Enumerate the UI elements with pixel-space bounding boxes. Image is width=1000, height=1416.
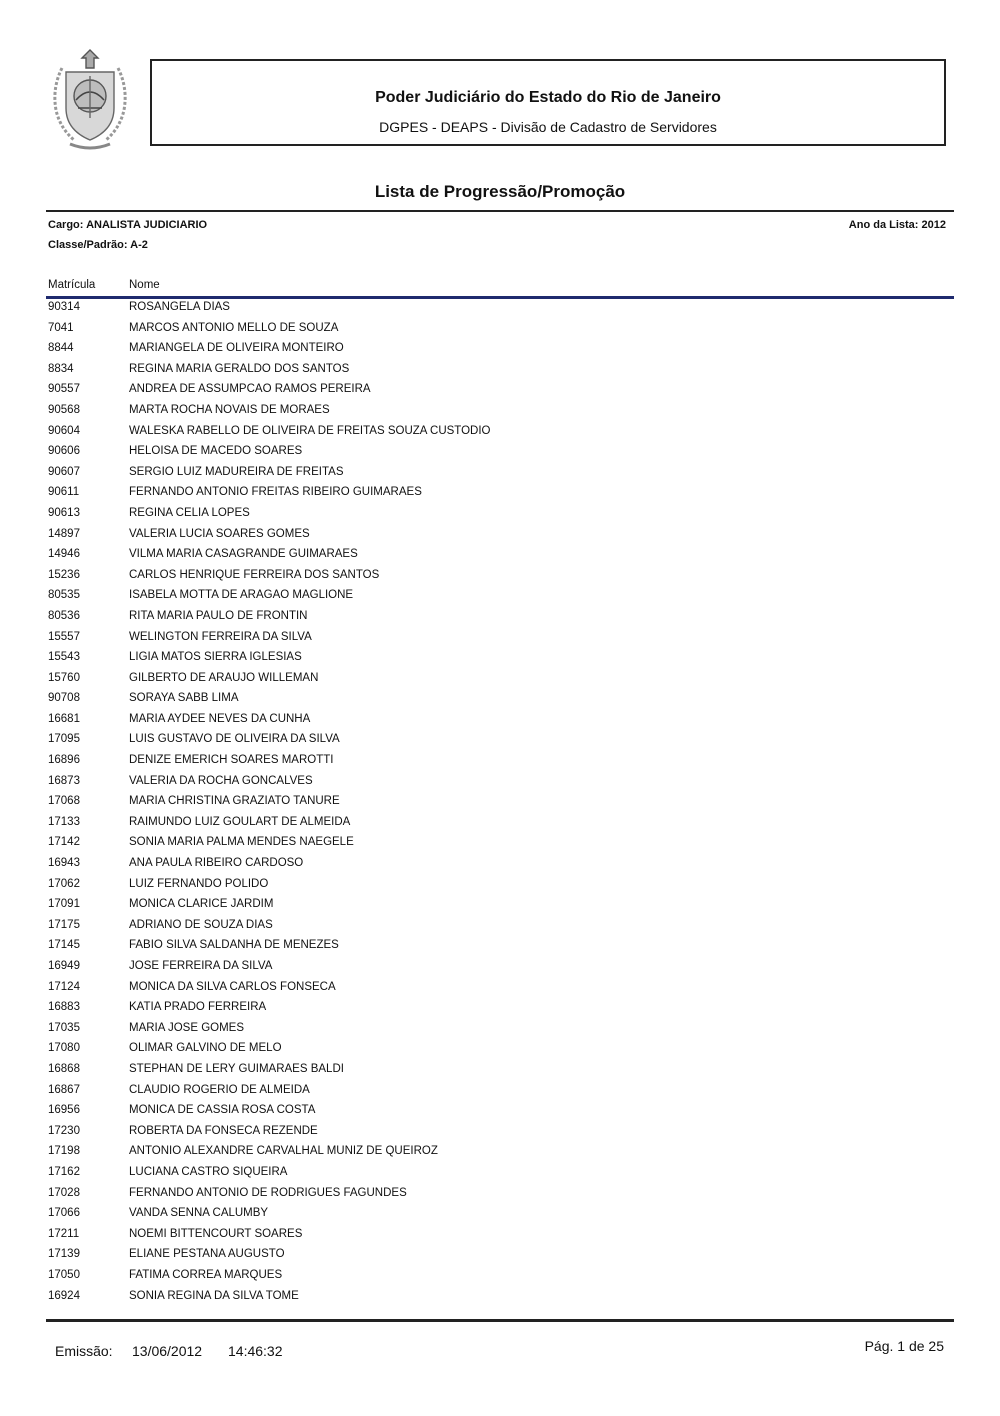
- nome-cell: ADRIANO DE SOUZA DIAS: [129, 918, 273, 931]
- classe-label: Classe/Padrão: A-2: [48, 239, 148, 251]
- nome-cell: LUIS GUSTAVO DE OLIVEIRA DA SILVA: [129, 733, 340, 746]
- nome-cell: SERGIO LUIZ MADUREIRA DE FREITAS: [129, 465, 344, 478]
- nome-cell: MONICA DE CASSIA ROSA COSTA: [129, 1104, 316, 1117]
- matricula-cell: 90708: [48, 692, 80, 705]
- matricula-cell: 17095: [48, 733, 80, 746]
- nome-cell: REGINA CELIA LOPES: [129, 506, 250, 519]
- table-row: [0, 485, 1000, 506]
- nome-cell: MARIA CHRISTINA GRAZIATO TANURE: [129, 795, 340, 808]
- nome-cell: CLAUDIO ROGERIO DE ALMEIDA: [129, 1083, 310, 1096]
- table-row: [0, 1062, 1000, 1083]
- title-divider: [46, 210, 954, 212]
- header-divider: [46, 296, 954, 299]
- matricula-cell: 8844: [48, 342, 74, 355]
- department-name: DGPES - DEAPS - Divisão de Cadastro de Servidores: [379, 119, 717, 135]
- nome-cell: OLIMAR GALVINO DE MELO: [129, 1042, 282, 1055]
- matricula-cell: 17050: [48, 1268, 80, 1281]
- table-row: [0, 959, 1000, 980]
- nome-cell: JOSE FERREIRA DA SILVA: [129, 960, 273, 972]
- nome-cell: DENIZE EMERICH SOARES MAROTTI: [129, 754, 334, 767]
- table-row: [0, 1186, 1000, 1207]
- column-header-nome: Nome: [129, 279, 160, 291]
- nome-cell: RAIMUNDO LUIZ GOULART DE ALMEIDA: [129, 815, 351, 828]
- nome-cell: VANDA SENNA CALUMBY: [129, 1207, 269, 1220]
- nome-cell: HELOISA DE MACEDO SOARES: [129, 445, 303, 458]
- table-row: [0, 1227, 1000, 1248]
- table-row: [0, 341, 1000, 362]
- nome-cell: ISABELA MOTTA DE ARAGAO MAGLIONE: [129, 589, 354, 602]
- table-row: [0, 938, 1000, 959]
- nome-cell: FABIO SILVA SALDANHA DE MENEZES: [129, 939, 339, 952]
- table-row: [0, 671, 1000, 692]
- matricula-cell: 16896: [48, 754, 80, 767]
- matricula-cell: 16873: [48, 774, 80, 787]
- matricula-cell: 17211: [48, 1227, 80, 1240]
- table-row: [0, 877, 1000, 898]
- table-row: [0, 1165, 1000, 1186]
- matricula-cell: 16867: [48, 1083, 80, 1096]
- table-row: [0, 1000, 1000, 1021]
- table-row: [0, 774, 1000, 795]
- matricula-cell: 14897: [48, 527, 80, 540]
- table-row: [0, 527, 1000, 548]
- nome-cell: MARIA JOSE GOMES: [129, 1021, 245, 1034]
- nome-cell: VILMA MARIA CASAGRANDE GUIMARAES: [129, 548, 358, 561]
- nome-cell: MARIA AYDEE NEVES DA CUNHA: [129, 712, 311, 725]
- nome-cell: WALESKA RABELLO DE OLIVEIRA DE FREITAS SOUZA CUSTODIO: [129, 424, 491, 437]
- matricula-cell: 90557: [48, 383, 80, 396]
- table-row: [0, 362, 1000, 383]
- ano-label: Ano da Lista: 2012: [848, 219, 946, 231]
- nome-cell: SONIA REGINA DA SILVA TOME: [129, 1289, 299, 1302]
- matricula-cell: 17062: [48, 877, 80, 890]
- employee-list: [0, 300, 1000, 1309]
- matricula-cell: 17035: [48, 1021, 80, 1034]
- table-row: [0, 1124, 1000, 1145]
- document-title: Lista de Progressão/Promoção: [374, 182, 626, 201]
- table-row: [0, 424, 1000, 445]
- nome-cell: MARTA ROCHA NOVAIS DE MORAES: [129, 403, 330, 416]
- matricula-cell: 16868: [48, 1062, 80, 1075]
- matricula-cell: 17175: [48, 918, 80, 931]
- nome-cell: REGINA MARIA GERALDO DOS SANTOS: [129, 362, 350, 375]
- matricula-cell: 15543: [48, 651, 80, 664]
- matricula-cell: 90606: [48, 445, 80, 458]
- matricula-cell: 80536: [48, 609, 80, 622]
- cargo-label: Cargo: ANALISTA JUDICIARIO: [48, 219, 208, 231]
- nome-cell: FERNANDO ANTONIO DE RODRIGUES FAGUNDES: [129, 1186, 407, 1199]
- matricula-cell: 90314: [48, 301, 80, 313]
- matricula-cell: 90613: [48, 506, 80, 519]
- table-row: [0, 588, 1000, 609]
- matricula-cell: 14946: [48, 548, 80, 561]
- table-row: [0, 1206, 1000, 1227]
- matricula-cell: 17028: [48, 1186, 80, 1199]
- table-row: [0, 382, 1000, 403]
- table-row: [0, 980, 1000, 1001]
- nome-cell: ANTONIO ALEXANDRE CARVALHAL MUNIZ DE QUEIROZ: [129, 1145, 438, 1158]
- nome-cell: ANDREA DE ASSUMPCAO RAMOS PEREIRA: [129, 383, 371, 396]
- table-row: [0, 753, 1000, 774]
- nome-cell: KATIA PRADO FERREIRA: [129, 1001, 267, 1014]
- table-row: [0, 465, 1000, 486]
- table-row: [0, 794, 1000, 815]
- table-row: [0, 732, 1000, 753]
- nome-cell: WELINGTON FERREIRA DA SILVA: [129, 630, 312, 643]
- table-row: [0, 403, 1000, 424]
- matricula-cell: 17145: [48, 939, 80, 952]
- table-row: [0, 1021, 1000, 1042]
- matricula-cell: 15557: [48, 630, 80, 643]
- table-row: [0, 1289, 1000, 1310]
- matricula-cell: 17068: [48, 795, 80, 808]
- nome-cell: GILBERTO DE ARAUJO WILLEMAN: [129, 671, 319, 684]
- table-row: [0, 1103, 1000, 1124]
- table-row: [0, 1041, 1000, 1062]
- matricula-cell: 17142: [48, 836, 80, 849]
- matricula-cell: 17133: [48, 815, 80, 828]
- nome-cell: SONIA MARIA PALMA MENDES NAEGELE: [129, 836, 354, 849]
- table-row: [0, 506, 1000, 527]
- matricula-cell: 17139: [48, 1248, 80, 1261]
- matricula-cell: 90568: [48, 403, 80, 416]
- nome-cell: ELIANE PESTANA AUGUSTO: [129, 1248, 285, 1261]
- emission-time: 14:46:32: [228, 1343, 283, 1359]
- matricula-cell: 16949: [48, 960, 80, 972]
- matricula-cell: 90604: [48, 424, 80, 437]
- table-row: [0, 1247, 1000, 1268]
- nome-cell: LIGIA MATOS SIERRA IGLESIAS: [129, 651, 302, 664]
- matricula-cell: 16924: [48, 1289, 80, 1302]
- matricula-cell: 15236: [48, 568, 80, 581]
- matricula-cell: 17198: [48, 1145, 80, 1158]
- matricula-cell: 90611: [48, 486, 80, 499]
- table-row: [0, 856, 1000, 877]
- matricula-cell: 16681: [48, 712, 80, 725]
- coat-of-arms-icon: [48, 48, 132, 152]
- nome-cell: MONICA DA SILVA CARLOS FONSECA: [129, 980, 336, 993]
- nome-cell: VALERIA DA ROCHA GONCALVES: [129, 774, 313, 787]
- table-row: [0, 691, 1000, 712]
- matricula-cell: 16883: [48, 1001, 80, 1014]
- footer-divider: [46, 1319, 954, 1322]
- emission-date: 13/06/2012: [132, 1343, 203, 1359]
- nome-cell: ANA PAULA RIBEIRO CARDOSO: [129, 857, 304, 870]
- matricula-cell: 16943: [48, 857, 80, 870]
- emission-label: Emissão:: [55, 1343, 113, 1359]
- nome-cell: FERNANDO ANTONIO FREITAS RIBEIRO GUIMARAES: [129, 486, 422, 499]
- table-row: [0, 712, 1000, 733]
- table-row: [0, 547, 1000, 568]
- table-row: [0, 321, 1000, 342]
- nome-cell: LUIZ FERNANDO POLIDO: [129, 877, 269, 890]
- nome-cell: MONICA CLARICE JARDIM: [129, 898, 274, 911]
- matricula-cell: 17080: [48, 1042, 80, 1055]
- nome-cell: STEPHAN DE LERY GUIMARAES BALDI: [129, 1062, 344, 1075]
- matricula-cell: 7041: [48, 321, 74, 334]
- nome-cell: ROBERTA DA FONSECA REZENDE: [129, 1124, 318, 1137]
- nome-cell: SORAYA SABB LIMA: [129, 692, 239, 705]
- table-row: [0, 1083, 1000, 1104]
- nome-cell: RITA MARIA PAULO DE FRONTIN: [129, 609, 308, 622]
- matricula-cell: 80535: [48, 589, 80, 602]
- nome-cell: MARCOS ANTONIO MELLO DE SOUZA: [129, 321, 339, 334]
- matricula-cell: 17230: [48, 1124, 80, 1137]
- matricula-cell: 16956: [48, 1104, 80, 1117]
- table-row: [0, 835, 1000, 856]
- matricula-cell: 8834: [48, 362, 74, 375]
- matricula-cell: 15760: [48, 671, 80, 684]
- table-row: [0, 630, 1000, 651]
- table-row: [0, 568, 1000, 589]
- table-row: [0, 1144, 1000, 1165]
- page-number: Pág. 1 de 25: [864, 1338, 944, 1354]
- nome-cell: MARIANGELA DE OLIVEIRA MONTEIRO: [129, 342, 344, 355]
- matricula-cell: 17091: [48, 898, 80, 911]
- nome-cell: VALERIA LUCIA SOARES GOMES: [129, 527, 310, 540]
- matricula-cell: 17162: [48, 1165, 80, 1178]
- table-row: [0, 609, 1000, 630]
- nome-cell: CARLOS HENRIQUE FERREIRA DOS SANTOS: [129, 568, 380, 581]
- table-row: [0, 897, 1000, 918]
- table-row: [0, 918, 1000, 939]
- matricula-cell: 17066: [48, 1207, 80, 1220]
- nome-cell: NOEMI BITTENCOURT SOARES: [129, 1227, 303, 1240]
- nome-cell: ROSANGELA DIAS: [129, 301, 230, 313]
- organization-name: Poder Judiciário do Estado do Rio de Janeiro: [375, 89, 721, 106]
- nome-cell: FATIMA CORREA MARQUES: [129, 1268, 283, 1281]
- table-row: [0, 300, 1000, 321]
- table-row: [0, 650, 1000, 671]
- table-row: [0, 1268, 1000, 1289]
- matricula-cell: 90607: [48, 465, 80, 478]
- table-row: [0, 815, 1000, 836]
- matricula-cell: 17124: [48, 980, 80, 993]
- nome-cell: LUCIANA CASTRO SIQUEIRA: [129, 1165, 288, 1178]
- header-box: [150, 59, 946, 146]
- table-row: [0, 444, 1000, 465]
- column-header-matricula: Matrícula: [48, 279, 96, 291]
